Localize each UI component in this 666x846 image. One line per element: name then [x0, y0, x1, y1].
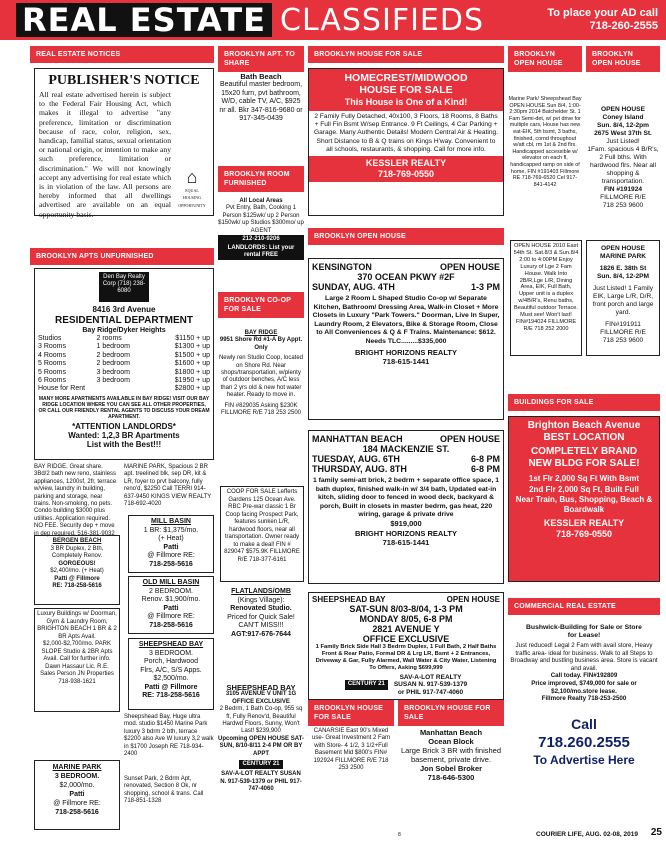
callad-phone: 718.260.2555	[538, 734, 630, 751]
section-apts-unfurnished: BROOKLYN APTS UNFURNISHED	[30, 248, 214, 265]
sheeps2-line4: Upcoming OPEN HOUSE SAT-SUN, 8/10-8/11 2-4 PM OR BY APPT	[218, 735, 304, 757]
ad-luxury-buildings: Luxury Buildings w/ Doorman, Gym & Laundry Room, BRIGHTON BEACH 1 BR & 2 BR Apts Avail. $2,000-$2,700/mo. PARK SLOPE Studio & 2BR Apts Avail. Call for further info. Dawn Hassaur Lic. R.E. Sales Person JN Properties 718-938-1621	[34, 608, 120, 712]
oh2-l5: Just Listed!	[606, 138, 640, 145]
den-bay-row	[38, 360, 210, 368]
mb-price: $919,000	[390, 518, 422, 528]
sheeps1-line3: Flrs, A/C, S/S Apps.	[140, 666, 202, 674]
kens-address: 370 OCEAN PKWY #2F	[357, 272, 455, 282]
den-bay-wanted: Wanted: 1,2,3 BR Apartments	[68, 430, 180, 440]
oh4-l4: Sun. 8/4, 12-2PM	[596, 273, 650, 280]
bushwick-l2: Price improved, $749,000 for sale or $2,100/mo.store lease.	[531, 679, 637, 695]
mill-heading: MILL BASIN	[151, 518, 191, 525]
mill-line5: 718-258-5616	[149, 560, 193, 568]
brighton-l7: Near Train, Bus, Shopping, Beach & Boardwalk	[515, 495, 653, 514]
call-to-advertise	[508, 716, 660, 788]
oh4-l5: Just Listed! 1 Family EIK, Large L/R, D/R, front porch and large yard.	[592, 285, 654, 316]
oh2-l9: 718 253 9600	[602, 202, 644, 209]
den-bay-cell: 5 Rooms	[38, 360, 67, 368]
ad-room-local	[218, 198, 304, 270]
sb-exclusive: OFFICE EXCLUSIVE	[362, 633, 450, 644]
sheeps2-heading: SHEEPSHEAD BAY	[226, 683, 296, 692]
mb-realty: BRIGHT HORIZONS REALTY	[355, 529, 457, 538]
callad-l1: Call	[571, 716, 597, 732]
oldmill-line2: Renov. $1,900/mo.	[141, 596, 201, 603]
den-bay-cell: $1150 + up	[175, 335, 210, 342]
share-body: Beautiful master bedroom, 15x20 furn, pvt bathroom, W/D, cable TV, A/C, $925 nr all. Bkr 347-816-9680 or 917-345-0439	[219, 81, 303, 122]
mb-body: 1 family semi-att brick, 2 bedrm + separate office space, 1 bath duplex, finished walk-in w/ 3/4 bath, Updated eat-in kitch, sliding door to fenced in wood deck, backyard & porch, Built in closets in master bedrm, gas heat, 220 wiring, garage & private drive	[312, 477, 500, 518]
den-bay-cell: 2 rooms	[96, 335, 122, 342]
sheeps2-line5: SAV-A-LOT REALTY SUSAN N. 917-539-1379 or PHIL 917-747-4060	[220, 771, 302, 793]
coop1-fin: FIN #829035 Asking $230K FILLMORE R/E 718 253 2500	[220, 402, 302, 417]
header-cta: To place your AD call 718-260-2555	[547, 7, 658, 32]
den-bay-attention: *ATTENTION LANDLORDS*	[72, 421, 176, 431]
brighton-l4: NEW BLDG FOR SALE!	[528, 458, 640, 469]
mb-time1: 6-8 PM	[470, 454, 500, 464]
oh2-l6: 1Fam. spacious 4 B/R's, 2 Full bths. With hardwood flrs. Near all shopping & transportation.	[587, 146, 659, 185]
sheeps2-line2: OFFICE EXCLUSIVE	[232, 698, 290, 705]
sb-phone2: or PHIL 917-747-4060	[397, 688, 464, 696]
ad-homecrest	[308, 68, 504, 216]
flatlands-line1: (Kings Village):	[237, 596, 285, 604]
sheeps1-line2: Porch, Hardwood	[143, 658, 199, 665]
section-oh-2: BROOKLYN OPEN HOUSE	[586, 46, 660, 72]
mb2-h2: Ocean Block	[428, 737, 474, 746]
bushwick-l1: Call today. FIN#192809	[550, 672, 618, 680]
sheeps1-line5: Patti @ Fillmore	[144, 683, 198, 691]
sb-h1: SHEEPSHEAD BAY	[312, 595, 386, 604]
ad-oh-batchelder: Marine Park/ Sheepshead Bay OPEN HOUSE Sun 8/4, 1:00-2:30pm 2014 Batchelder St. 1 Fam Semi-det, w/ pvt drive for multiple cars, House has new eat-EIK, 5th bsmt, 3 baths, finished, cornd throughout w/att cbl, rm 1st & 2nd flrs. Handicapped accessible w/ elevator on each fl, handicapped ramp on side of home, FIN #191403 Fillmore RE 718-769-6520 Cel 917-841-4142	[508, 96, 582, 188]
ad-marine-park-spacious: MARINE PARK, Spacious 2 BR apt. treelined blk, sep DR, kit & LR, foyer to prvt balcony, fully reno'd, $2250 Call TERRI 914-637-9450 KINGS VIEW REALTY 718-692-4020	[124, 464, 212, 508]
den-bay-cell: $2800 + up	[174, 385, 210, 393]
coop1-heading: BAY RIDGE	[244, 330, 278, 336]
den-bay-cell: 3 bedroom	[96, 368, 130, 376]
mill-line2: (+ Heat)	[158, 535, 184, 542]
den-bay-cell: 3 bedroom	[96, 377, 130, 385]
section-room-furnished: BROOKLYN ROOM FURNISHED	[218, 166, 304, 192]
homecrest-h3: This House is One of a Kind!	[344, 97, 468, 107]
marine-small-line3: Patti	[69, 791, 85, 798]
sheeps2-line1: 3105 AVENUE V UNIT 1G	[225, 691, 297, 698]
ad-oh-east-54th: OPEN HOUSE 2010 East 54th St. Sat.8/3 & Sun.8/4 2:00 to 4:00PM Enjoy Luxury of Lge 2 Fam House. Walk Into 2B/R,Lge L/R, Dining Area, EIK, Full Bath, Upper unit is a duplex w/4B/R's, Renu baths, Beautiful outdoor Terrace. Must see! Won't last! FIN#194024 FILLMORE R/E 718 252 2000	[510, 240, 582, 356]
oldmill-line1: 2 BEDROOM.	[149, 587, 193, 595]
den-bay-cell: 3 Rooms	[38, 343, 67, 351]
marine-small-line4: @ Fillmore RE:	[53, 800, 101, 807]
den-bay-cell	[96, 385, 158, 393]
ad-flatlands	[218, 588, 304, 672]
sb-phone1: SUSAN N. 917-539-1379	[393, 681, 468, 688]
notice-body: All real estate advertised herein is subject to the Federal Fair Housing Act, which makes it illegal to advertise "any preference, limitation or discrimination because of race, color, religion, sex, handicap, familial status, sexual orientation or national origin, or intention to make any such preference, limitation or discrimination." We will not knowingly accept any advertising for real estate which is in violation of the law. All persons are hereby informed that all dwellings advertised are available on an equal opportunity basis.	[39, 90, 172, 219]
section-notices: REAL ESTATE NOTICES	[30, 46, 214, 63]
sb-h2: OPEN HOUSE	[446, 595, 500, 604]
brighton-realty: KESSLER REALTY	[543, 518, 625, 528]
ad-marine-park-small	[34, 760, 120, 830]
section-apt-share: BROOKLYN APT. TO SHARE	[218, 46, 304, 72]
bergen-line6: RE: 718-258-5616	[52, 583, 102, 589]
ad-bergen-beach	[34, 535, 120, 605]
room-body: Pvt Entry, Bath, Cooking 1 Person $125wk/ up 2 Person $150wk/ up Studios $300mo/ up AGENT	[218, 205, 304, 234]
mb-date1: TUESDAY, AUG. 6TH	[312, 454, 400, 464]
ad-oh-marine-park	[586, 240, 660, 356]
mb-address: 184 MACKENZIE ST.	[362, 444, 450, 454]
kens-phone: 718-615-1441	[382, 357, 430, 366]
brighton-phone: 718-769-0550	[555, 529, 613, 539]
bergen-line5: Patti @ Fillmore	[54, 575, 100, 582]
mb-date2: THURSDAY, AUG. 8TH	[312, 464, 407, 474]
den-bay-row	[38, 369, 210, 377]
homecrest-h2: HOUSE FOR SALE	[359, 84, 453, 96]
mb-h1: MANHATTAN BEACH	[312, 434, 403, 444]
oldmill-heading: OLD MILL BASIN	[142, 579, 200, 586]
bergen-line3: GORGEOUS!	[58, 560, 96, 567]
marine-small-line1: 3 BEDROOM.	[54, 773, 100, 780]
footer-paper: COURIER LIFE, AUG. 02-08, 2019	[536, 831, 638, 838]
ad-sheepshead-bay-3br	[128, 638, 214, 710]
publishers-notice	[34, 68, 214, 219]
ad-bushwick	[508, 624, 660, 704]
page-header	[0, 0, 666, 40]
flatlands-heading: FLATLANDS/OMB	[231, 588, 291, 595]
ad-manhattan-beach-oh	[308, 430, 504, 584]
den-bay-cell: House for Rent	[38, 385, 86, 393]
century21-logo: CENTURY 21	[239, 760, 282, 769]
brighton-l3: COMPLETELY BRAND	[530, 446, 638, 457]
oh2-l2: Coney Island	[602, 114, 644, 121]
oh2-l4: 2675 West 37th St.	[594, 130, 652, 137]
oh2-l3: Sun. 8/4, 12-2pm	[596, 122, 650, 129]
ad-canarsie: CANARSIE East 90's Mixed use- Great Investment 2 Fam with Store- 4 1/2, 3 1/2+Full Basement Mid $800's FIN# 192924 FILLMORE R/E 718 253 2500	[311, 728, 391, 772]
section-house-sale-3: BROOKLYN HOUSE FOR SALE	[398, 700, 504, 726]
section-coop: BROOKLYN CO-OP FOR SALE	[218, 292, 304, 318]
ad-bath-beach	[218, 72, 304, 154]
header-title-b: CLASSIFIEDS	[280, 2, 485, 38]
den-bay-cell: $1500 + up	[174, 351, 210, 359]
oh4-l1: OPEN HOUSE	[601, 245, 645, 252]
ad-sunset-park: Sunset Park, 2 Bdrm Apt, renovated, Section 8 Ok, nr shopping, school & trans. Call 718-851-1328	[124, 776, 204, 805]
callad-l3: To Advertise Here	[533, 753, 635, 767]
bushwick-body: Just reduced! Legal 2 Fam with avail store, Heavy traffic area- ideal for business. Walk to all Steps to Broadway and bustling business area. Store is vacant and avail.	[510, 642, 658, 672]
sheeps1-line4: $2,500/mo.	[153, 675, 189, 682]
section-buildings: BUILDINGS FOR SALE	[508, 394, 660, 411]
kens-time: 1-3 PM	[470, 282, 500, 292]
den-bay-cell: 1 bedroom	[96, 343, 130, 351]
brighton-l2: BEST LOCATION	[543, 432, 625, 443]
mb-phone: 718-615-1441	[382, 538, 430, 547]
ad-sheepshead-studio: Sheepshead Bay, Huge ultra mod. studio $1450 Marine Park luxury 3 bdrm 2 bth, terrace $2200 also Ave W luxury 3,2 walk in $1700 Joseph RE 718-934-2400	[124, 714, 214, 758]
kens-realty: BRIGHT HORIZONS REALTY	[355, 348, 457, 357]
oh4-l7: FILLMORE R/E	[600, 329, 646, 336]
den-bay-row	[38, 352, 210, 360]
oh2-l1: OPEN HOUSE	[601, 106, 645, 113]
homecrest-phone: 718-769-0550	[377, 169, 435, 180]
section-commercial: COMMERCIAL REAL ESTATE	[508, 598, 660, 615]
kens-date: SUNDAY, AUG. 4TH	[312, 282, 395, 292]
share-heading: Bath Beach	[240, 72, 282, 81]
den-bay-cell: 2 bedroom	[96, 360, 130, 368]
footer-page: 25	[650, 827, 662, 838]
coop1-line1: 9951 Shore Rd #1-A By Appt. Only	[219, 337, 303, 351]
kens-h2: OPEN HOUSE	[439, 262, 500, 272]
equal-housing-text: EQUAL HOUSING OPPORTUNITY	[178, 187, 206, 208]
den-bay-address: 8416 3rd Avenue	[92, 305, 156, 314]
room-landlords: LANDLORDS: List your rental FREE	[218, 244, 304, 260]
oh4-l6: FIN#191911	[605, 321, 641, 328]
sb-body: 1 Family Brick Side Hall 3 Bedrm Duplex, 1 Full Bath, 2 Half Baths Front & Rear Patio, Formal DR & Lrg LR, Bsmt + 2 Entrances, Driveway & Gar, Fully Alarmed, Wall Water & City Water, Listening To Offers, Asking $699,999	[315, 643, 497, 671]
oh4-l3: 1826 E. 38th St	[599, 265, 647, 272]
den-bay-note: MANY MORE APARTMENTS AVAILABLE IN BAY RIDGE! VISIT OUR BAY RIDGE LOCATION WHERE YOU CAN SEE ALL OTHER PROPERTIES, OR CALL OUR FRIENDLY RENTAL AGENTS TO DISCUSS YOUR DREAM APARTMENT.	[38, 395, 210, 420]
ad-oh-coney-island	[586, 106, 660, 236]
section-house-sale: BROOKLYN HOUSE FOR SALE	[308, 46, 504, 63]
den-bay-cell: $1950 + up	[174, 377, 210, 385]
section-oh-1: BROOKLYN OPEN HOUSE	[508, 46, 582, 72]
den-bay-row	[38, 377, 210, 385]
oldmill-line3: Patti	[163, 604, 179, 612]
ad-old-mill-basin	[128, 576, 214, 634]
oh4-l8: 718 253 9600	[602, 337, 644, 344]
marine-small-line5: 718-258-5616	[55, 809, 99, 816]
ad-mill-basin	[128, 515, 214, 573]
sheeps2-line3: 2 Bedrm, 1 Bath Co-op, 955 sq ft, Fully Renov'd, Beautiful Hardwd Floors, Sunny, Won't Last! $239,900	[219, 706, 303, 735]
oldmill-line5: 718-258-5616	[149, 621, 193, 629]
den-bay-cell: 4 Rooms	[38, 351, 67, 359]
mb2-body: Large Brick 3 BR with finished basement, private drive.	[400, 746, 502, 764]
ad-bay-ridge-share: BAY RIDGE. Great share. 3Bd/2 bath new reno, stainless appliances, 1200sf, 2fr, terrace w/view, laundry in building, parking and storage, near trains. Non-smoking, no pets. Condo building $3000 plus utilities. Application required. NO FEE. Security dep + move in dep required. 516-381-9032	[34, 464, 117, 537]
bergen-line1: 3 BR Duplex, 2 Bth,	[50, 545, 104, 552]
den-bay-row	[38, 335, 210, 343]
marine-small-line2: $2,000/mo.	[59, 782, 95, 789]
equal-housing-logo	[177, 167, 207, 210]
ad-sheepshead-co-op	[218, 684, 304, 836]
sheeps1-line1: 3 BEDROOM.	[149, 649, 193, 657]
notice-title: PUBLISHER'S NOTICE	[48, 73, 200, 88]
den-bay-best: List with the Best!!!	[86, 439, 162, 449]
header-title-a: REAL ESTATE	[16, 3, 272, 37]
bushwick-heading: Bushwick-Building for Sale or Store for Lease!	[526, 624, 642, 639]
sb-realty: SAV-A-LOT REALTY	[399, 673, 462, 681]
den-bay-cell: $1800 + up	[174, 368, 210, 376]
sb-date2: MONDAY 8/05, 6-8 PM	[359, 613, 453, 624]
marine-small-heading: MARINE PARK	[52, 764, 102, 771]
ad-kensington	[308, 258, 504, 420]
den-bay-dept: RESIDENTIAL DEPARTMENT	[55, 315, 193, 326]
mb2-broker: Jon Sobel Broker	[419, 764, 483, 773]
den-bay-ad	[34, 268, 214, 460]
bushwick-l3: Fillmore Realty 718-253-2500	[541, 695, 627, 703]
den-bay-cell: 2 bedroom	[96, 351, 130, 359]
section-house-sale-2: BROOKLYN HOUSE FOR SALE	[308, 700, 394, 726]
room-phone: 212-210-9206	[218, 235, 304, 244]
oh4-l2: MARINE PARK	[599, 253, 647, 260]
mill-line3: Patti	[163, 543, 179, 551]
brighton-l5: 1st Flr 2,000 Sq Ft With Bsmt	[528, 474, 640, 483]
mill-line4: @ Fillmore RE:	[147, 552, 195, 559]
sb-date1: SAT-SUN 8/03-8/04, 1-3 PM	[349, 603, 463, 614]
den-bay-row	[38, 343, 210, 351]
house-icon: ⌂	[186, 166, 198, 187]
den-bay-subtitle: Bay Ridge/Dyker Heights	[82, 327, 166, 334]
ad-manhattan-beach-brick	[398, 728, 504, 826]
section-open-house: BROOKLYN OPEN HOUSE	[308, 228, 504, 245]
room-heading: All Local Areas	[239, 198, 283, 204]
flatlands-line3: Priced for Quick Sale! CAN'T MISS!!!	[227, 613, 295, 629]
brighton-l6: 2nd Flr 2,000 Sq Ft, Built Full	[529, 485, 639, 494]
homecrest-h1: HOMECREST/MIDWOOD	[344, 72, 468, 84]
sheeps1-heading: SHEEPSHEAD BAY	[138, 641, 204, 648]
den-bay-cell: 5 Rooms	[38, 368, 67, 376]
kens-h1: KENSINGTON	[312, 262, 372, 272]
ad-brighton-beach	[508, 416, 660, 582]
bergen-line4: $2,400/mo. (+ Heat)	[50, 568, 104, 574]
bergen-heading: BERGEN BEACH	[52, 538, 102, 544]
coop1-body: Newly ren Studio Coop, located on Shore Rd. Near shops/transportation, w/plenty of outdoor benches, A/C less than 2 yrs old & new hot water heater. Ready to move in.	[218, 355, 304, 399]
oh2-l7: FIN #191924	[603, 186, 643, 193]
sheeps1-line6: RE: 718-258-5616	[142, 692, 200, 699]
sb-address: 2821 AVENUE Y	[372, 623, 440, 634]
mb-h2: OPEN HOUSE	[439, 434, 500, 444]
mill-line1: 1 BR: $1,375/mo.	[143, 526, 199, 534]
den-bay-cell: Studios	[38, 335, 62, 342]
oh2-l8: FILLMORE R/E	[600, 194, 646, 201]
homecrest-realty: KESSLER REALTY	[365, 158, 447, 169]
ad-coop-lefferts: COOP FOR SALE Lefferts Gardens 125 Ocean Ave. RBC Pre-war classic 1 Br Coop facing Prospect Park, features sunken L/R, hardwood floors, near all transportation. Owner ready to make a deal! FIN # 829047 $575.9K FILLMORE R/E 718-377-6161	[220, 486, 304, 582]
den-bay-row	[38, 385, 210, 393]
kens-body: Large 2 Room L Shaped Studio Co-op w/ Separate Kitchen, Bathroom/ Dressing Area, Walk-in Closet + More Closets in Luxury "Park Towers." Doorman, Live In Super, Laundry Room, 2 Elevators, Bike & Storage Room, Close to All Conveniences & Q & F Trains. Maintenance: $612. Needs TLC.........$335,000	[312, 295, 500, 345]
flatlands-line4: AGT:917-676-7644	[231, 630, 291, 638]
den-bay-logo: Den Bay Realty Corp (718) 238-6080	[99, 272, 149, 302]
flatlands-line2: Renovated Studio.	[230, 605, 292, 612]
den-bay-cell: 6 Rooms	[38, 377, 67, 385]
ad-sheepshead-oh	[308, 592, 504, 700]
bergen-line2: Completely Renov.	[51, 553, 103, 559]
den-bay-price-table	[38, 335, 210, 394]
ad-coop-bay-ridge	[218, 330, 304, 462]
homecrest-body: 2 Family Fully Detached, 40x100, 3 Floors, 18 Rooms, 8 Baths + Full Fin Bsmt W/sep Entrance. 9 Ft Ceilings, 4 Car Parking + Garage. Many Authentic Details! Modern Central Air & Heating. Short Distance to B & Q trains on Kings H'way. Convenient to all schools, restaurants, & shopping. Call for more info.	[314, 113, 498, 153]
oldmill-line4: @ Fillmore RE:	[147, 613, 195, 620]
mb2-h1: Manhattan Beach	[419, 728, 483, 737]
footer-number: 8	[398, 832, 401, 838]
den-bay-cell: $1300 + up	[174, 343, 210, 351]
brighton-l1: Brighton Beach Avenue	[527, 420, 641, 431]
den-bay-cell: $1600 + up	[174, 360, 210, 368]
century21-logo-2: CENTURY 21	[345, 680, 388, 690]
mb2-phone: 718-646-5300	[427, 773, 475, 782]
mb-time2: 6-8 PM	[470, 464, 500, 474]
